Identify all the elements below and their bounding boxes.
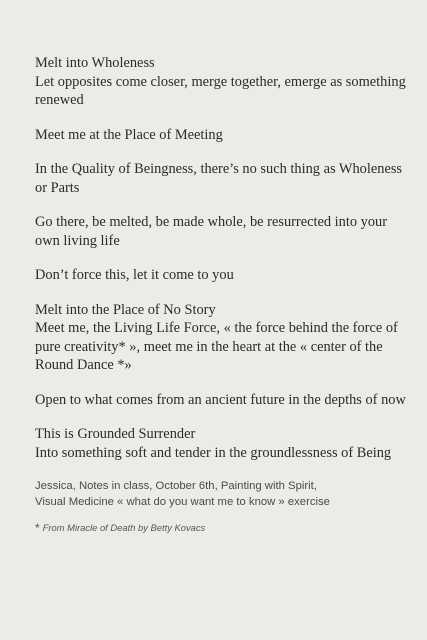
- poem-line: Meet me at the Place of Meeting: [35, 126, 223, 143]
- poem-line: Into something soft and tender in the groundlessness of Being: [35, 444, 392, 461]
- stanza-6: [35, 301, 407, 375]
- stanza-2: [35, 126, 407, 145]
- signature-line-2: Visual Medicine « what do you want me to know » exercise: [35, 496, 330, 508]
- footnote-text: From Miracle of Death by Betty Kovacs: [42, 522, 206, 533]
- document-page: [35, 54, 407, 535]
- poem-line: Open to what comes from an ancient future in the depths of now: [35, 391, 406, 408]
- poem-line: Let opposites come closer, merge together, emerge as something renewed: [35, 73, 406, 108]
- stanza-4: [35, 213, 407, 250]
- signature-note: [35, 478, 407, 510]
- poem-body: [35, 54, 407, 462]
- poem-line: Melt into Wholeness: [35, 55, 155, 71]
- stanza-7: [35, 391, 407, 410]
- footnote: [35, 521, 407, 535]
- poem-line: This is Grounded Surrender: [35, 426, 196, 442]
- stanza-3: [35, 160, 407, 197]
- poem-line: In the Quality of Beingness, there’s no such thing as Wholeness or Parts: [35, 161, 403, 196]
- poem-line: Don’t force this, let it come to you: [35, 267, 234, 283]
- stanza-8: [35, 425, 407, 462]
- poem-line: Go there, be melted, be made whole, be resurrected into your own living life: [35, 214, 388, 249]
- stanza-5: [35, 266, 407, 285]
- footnote-marker: *: [35, 521, 40, 535]
- poem-line: Meet me, the Living Life Force, « the force behind the force of pure creativity* », meet me in the heart at the « center of the Round Dance *»: [35, 320, 398, 373]
- stanza-1: [35, 54, 407, 110]
- signature-line-1: Jessica, Notes in class, October 6th, Painting with Spirit,: [35, 480, 317, 492]
- poem-line: Melt into the Place of No Story: [35, 301, 216, 318]
